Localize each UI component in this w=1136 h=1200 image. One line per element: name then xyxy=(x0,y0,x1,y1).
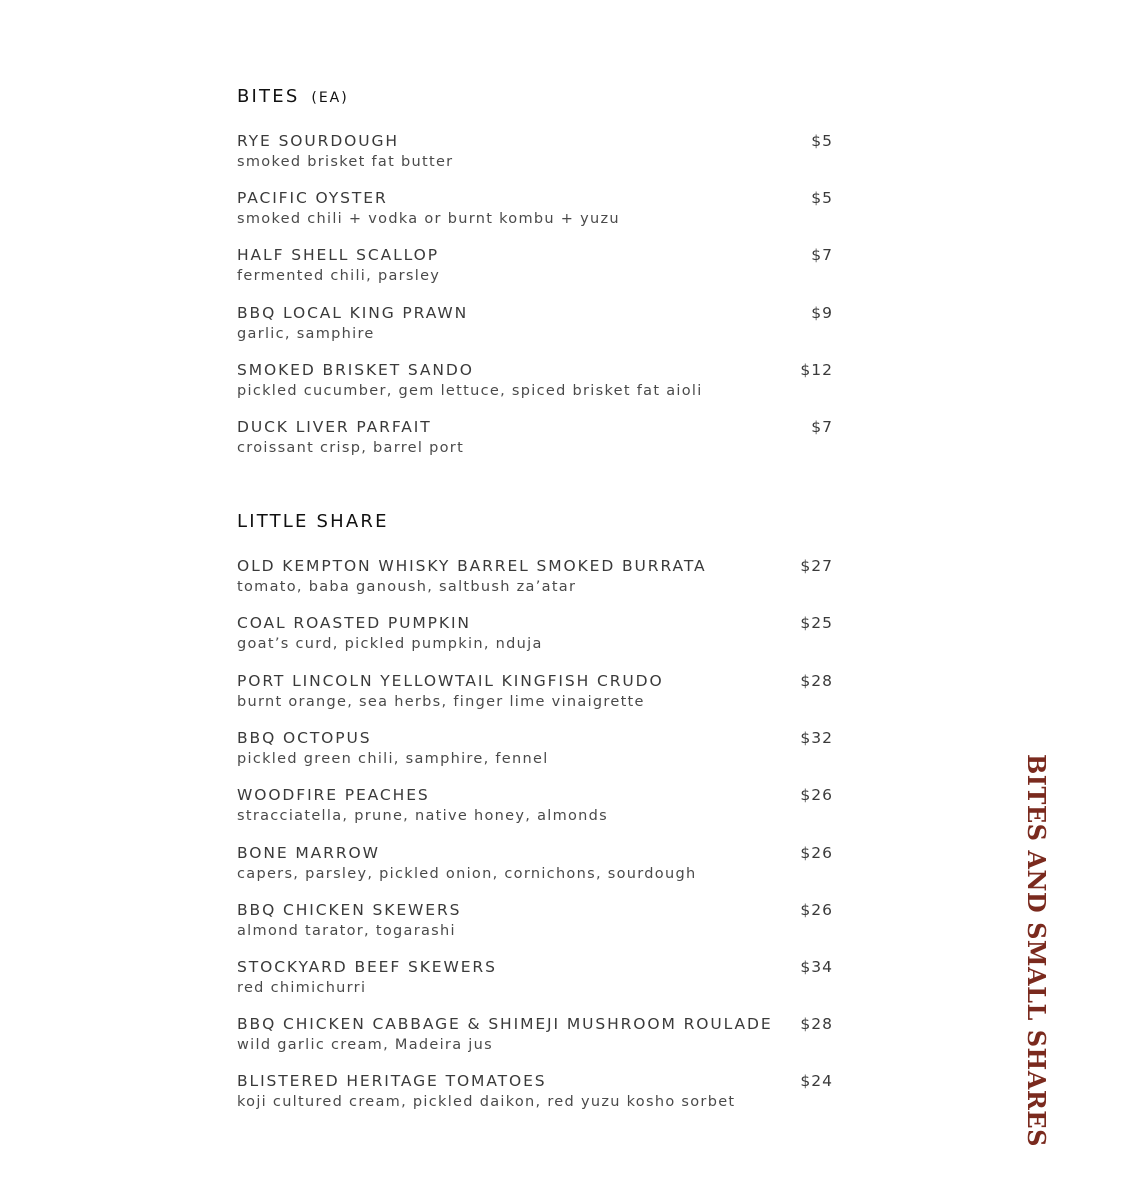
section-title-text: LITTLE SHARE xyxy=(237,511,389,532)
item-description: almond tarator, togarashi xyxy=(237,923,456,939)
menu-item xyxy=(237,556,833,600)
menu-item xyxy=(237,245,833,289)
item-name: BBQ OCTOPUS xyxy=(237,729,372,747)
item-name: BBQ CHICKEN SKEWERS xyxy=(237,901,462,919)
item-description: croissant crisp, barrel port xyxy=(237,440,465,456)
item-price: $28 xyxy=(800,1015,833,1033)
menu-item xyxy=(237,417,833,461)
item-name: WOODFIRE PEACHES xyxy=(237,786,430,804)
item-name: PACIFIC OYSTER xyxy=(237,189,388,207)
item-description: tomato, baba ganoush, saltbush za’atar xyxy=(237,579,577,595)
item-name: SMOKED BRISKET SANDO xyxy=(237,361,474,379)
item-description: goat’s curd, pickled pumpkin, nduja xyxy=(237,636,543,652)
menu-item xyxy=(237,671,833,715)
item-price: $26 xyxy=(800,786,833,804)
item-name: HALF SHELL SCALLOP xyxy=(237,246,439,264)
item-description: smoked brisket fat butter xyxy=(237,154,454,170)
item-name: BBQ LOCAL KING PRAWN xyxy=(237,304,469,322)
item-name: BBQ CHICKEN CABBAGE & SHIMEJI MUSHROOM ROULADE xyxy=(237,1015,773,1033)
item-price: $9 xyxy=(811,304,833,322)
menu-item xyxy=(237,900,833,944)
menu-item xyxy=(237,785,833,829)
item-price: $34 xyxy=(800,958,833,976)
item-price: $26 xyxy=(800,901,833,919)
menu-item xyxy=(237,957,833,1001)
item-price: $27 xyxy=(800,557,833,575)
item-name: STOCKYARD BEEF SKEWERS xyxy=(237,958,497,976)
section-title-suffix: (EA) xyxy=(311,90,349,106)
side-title-text: BITES AND SMALL SHARES xyxy=(1022,754,1051,1147)
item-name: PORT LINCOLN YELLOWTAIL KINGFISH CRUDO xyxy=(237,672,664,690)
section-title-bites xyxy=(237,86,349,109)
menu-item xyxy=(237,360,833,404)
item-name: OLD KEMPTON WHISKY BARREL SMOKED BURRATA xyxy=(237,557,707,575)
item-name: BONE MARROW xyxy=(237,844,380,862)
menu-item xyxy=(237,188,833,232)
menu-item xyxy=(237,728,833,772)
menu-item xyxy=(237,1071,833,1115)
item-price: $25 xyxy=(800,614,833,632)
item-price: $7 xyxy=(811,418,833,436)
item-price: $5 xyxy=(811,132,833,150)
item-description: capers, parsley, pickled onion, cornichons, sourdough xyxy=(237,866,697,882)
item-description: stracciatella, prune, native honey, almonds xyxy=(237,808,609,824)
menu-item xyxy=(237,1014,833,1058)
item-price: $32 xyxy=(800,729,833,747)
item-description: wild garlic cream, Madeira jus xyxy=(237,1037,493,1053)
item-description: garlic, samphire xyxy=(237,326,375,342)
item-description: fermented chili, parsley xyxy=(237,268,441,284)
menu-item xyxy=(237,843,833,887)
item-price: $28 xyxy=(800,672,833,690)
item-description: red chimichurri xyxy=(237,980,367,996)
item-description: koji cultured cream, pickled daikon, red yuzu kosho sorbet xyxy=(237,1094,736,1110)
item-description: burnt orange, sea herbs, finger lime vinaigrette xyxy=(237,694,645,710)
item-name: COAL ROASTED PUMPKIN xyxy=(237,614,471,632)
menu-item xyxy=(237,131,833,175)
item-price: $5 xyxy=(811,189,833,207)
item-name: RYE SOURDOUGH xyxy=(237,132,399,150)
item-description: pickled cucumber, gem lettuce, spiced brisket fat aioli xyxy=(237,383,703,399)
item-price: $26 xyxy=(800,844,833,862)
item-price: $24 xyxy=(800,1072,833,1090)
menu-item xyxy=(237,303,833,347)
item-description: pickled green chili, samphire, fennel xyxy=(237,751,549,767)
section-title-text: BITES xyxy=(237,86,300,107)
item-description: smoked chili + vodka or burnt kombu + yuzu xyxy=(237,211,620,227)
item-name: DUCK LIVER PARFAIT xyxy=(237,418,432,436)
section-title-little-share xyxy=(237,511,389,533)
menu-item xyxy=(237,613,833,657)
item-price: $12 xyxy=(800,361,833,379)
item-price: $7 xyxy=(811,246,833,264)
item-name: BLISTERED HERITAGE TOMATOES xyxy=(237,1072,547,1090)
